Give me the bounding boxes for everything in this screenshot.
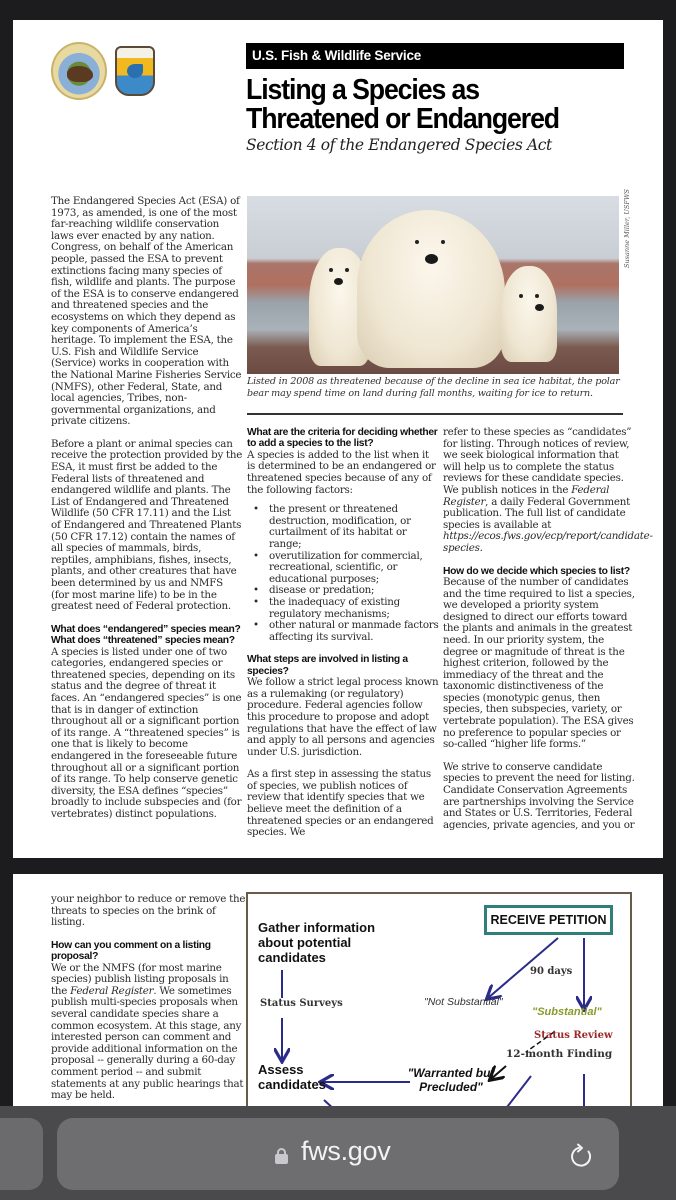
address-bar[interactable] — [57, 1118, 619, 1190]
page-title — [246, 76, 605, 134]
heading-meaning: What does “endangered” species mean? What does “threatened” species mean? — [51, 623, 241, 647]
candidate-species-url[interactable]: https://ecos.fws.gov/ecp/report/candidate-species. — [443, 530, 653, 554]
substantial-label: "Substantial" — [532, 1006, 602, 1018]
page-subtitle: Section 4 of the Endangered Species Act — [246, 136, 552, 154]
strive-paragraph: We strive to conserve candidate species to prevent the need for listing. Candidate Conservation Agreements are partnerships involving the Service and States or U.S. Territories, Federal agencies, private agencies, and you or — [443, 760, 635, 831]
previous-tab-button[interactable] — [0, 1118, 43, 1190]
twelve-month-finding-label: 12-month Finding — [506, 1048, 613, 1060]
pdf-page-2 — [13, 874, 663, 1124]
criteria-paragraph: A species is added to the list when it is determined to be an endangered or threatened species because of any of the following factors: — [247, 448, 436, 496]
factor-item: • overutilization for commercial, recreational, scientific, or educational purposes; — [253, 551, 439, 586]
title-line-2: Threatened or Endangered — [246, 103, 560, 135]
doi-seal-logo — [51, 42, 107, 100]
gather-info-label: Gather information about potential candidates — [258, 920, 376, 965]
column-left-page2 — [51, 894, 246, 1113]
browser-toolbar — [0, 1106, 676, 1200]
polar-bear-photo — [247, 196, 619, 374]
status-surveys-label: Status Surveys — [260, 998, 343, 1009]
pdf-page-1 — [13, 20, 663, 858]
not-substantial-label: "Not Substantial" — [424, 996, 503, 1008]
photo-credit: Susanne Miller, USFWS — [623, 189, 631, 268]
title-line-1: Listing a Species as — [246, 74, 479, 106]
factors-list — [253, 504, 439, 643]
meaning-paragraph: A species is listed under one of two categories, endangered species or threatened species, depending on its status and the degree of threat it faces. An “endangered species” is one that is in danger of extinction throughout all or a significant portion of its range. A “threatened species” is one that is likely to become endangered in the foreseeable future throughout all or a significant portion of its range. To help conserve genetic diversity, the ESA defines “species” broadly to include subspecies and (for vertebrates) distinct populations. — [51, 645, 242, 820]
status-review-label: Status Review — [534, 1030, 613, 1041]
listing-process-flowchart — [246, 892, 632, 1132]
first-step-paragraph: As a first step in assessing the status of species, we publish notices of review that identify species that we believe meet the definition of a threatened species or an endangered species. We — [247, 768, 434, 839]
warranted-precluded-label: "Warranted but Precluded" — [407, 1066, 495, 1094]
url-text[interactable]: fws.gov — [301, 1136, 391, 1166]
priority-paragraph: Because of the number of candidates and the time required to list a species, we developed a priority system designed to direct our efforts toward the plants and animals in the greatest need. In our priority system, the degree or magnitude of threat is the highest criterion, followed by the immediacy of the threat and the taxonomic distinctiveness of the species (monotypic genus, then species, then subspecies, variety, or vertebrate population). The ESA gives no preference to popular species or so-called “higher life forms.” — [443, 575, 635, 751]
protection-paragraph: Before a plant or animal species can receive the protection provided by the ESA, it must first be added to the Federal lists of threatened and endangered wildlife and plants. The List of Endangered and Threatened Wildlife (50 CFR 17.11) and the List of Endangered and Threatened Plants (50 CFR 17.12) contain the names of all species of mammals, birds, reptiles, amphibians, fishes, insects, plants, and other creatures that have been determined by us and NMFS (for most marine life) to be in the greatest need of Federal protection. — [51, 437, 243, 613]
federal-register-text: Federal Register — [443, 483, 610, 508]
receive-petition-box: RECEIVE PETITION — [484, 905, 613, 935]
factor-item: • disease or predation; — [253, 585, 439, 597]
column-middle — [247, 427, 439, 850]
candidates-text-cont: , a daily Federal Government publication. The full list of candidate species is available at — [443, 495, 631, 531]
heading-decide: How do we decide which species to list? — [443, 565, 630, 577]
column-left — [51, 196, 243, 832]
factor-item: • the inadequacy of existing regulatory mechanisms; — [253, 597, 439, 620]
agency-logos — [51, 42, 155, 100]
assess-candidates-label: Assess candidates — [258, 1062, 326, 1092]
federal-register-text: Federal Register — [70, 984, 154, 997]
intro-paragraph: The Endangered Species Act (ESA) of 1973, as amended, is one of the most far-reaching wildlife conservation laws ever enacted by any nation. Congress, on behalf of the American people, passed the ESA to prevent extinctions facing many species of fish, wildlife and plants. The purpose of the ESA is to conserve endangered and threatened species and the ecosystems on which they depend as key components of America’s heritage. To implement the ESA, the U.S. Fish and Wildlife Service (Service) works in cooperation with the National Marine Fisheries Service (NMFS), other Federal, State, and local agencies, Tribes, non-governmental organizations, and private citizens. — [51, 195, 242, 428]
comment-paragraph — [51, 963, 246, 1102]
bear-cub-right — [501, 266, 557, 362]
fws-shield-logo — [115, 46, 155, 96]
candidates-paragraph — [443, 426, 653, 555]
bear-mother — [357, 210, 505, 368]
candidates-text: refer to these species as “candidates” for listing. Through notices of review, we seek biological information that will help us to complete the status reviews for these candidate species. We publish notices in the — [443, 426, 632, 496]
column-right — [443, 426, 653, 842]
agency-name-bar: U.S. Fish & Wildlife Service — [246, 43, 624, 69]
comment-text-cont: . We sometimes publish multi-species proposals when several candidate species share a common ecosystem. At this stage, any interested person can comment and provide additional information on the proposal -- generally during a 60-day comment period -- and submit statements at any public hearings that may be held. — [51, 984, 244, 1102]
steps-paragraph: We follow a strict legal process known as a rulemaking (or regulatory) procedure. Federal agencies follow this procedure to propose and adopt regulations that have the effect of law and apply to all persons and agencies under U.S. jurisdiction. — [247, 676, 439, 758]
comment-text: We or the NMFS (for most marine species) publish listing proposals in the — [51, 961, 229, 997]
factor-item: • other natural or manmade factors affecting its survival. — [253, 620, 439, 643]
neighbor-paragraph: your neighbor to reduce or remove the threats to species on the brink of listing. — [51, 893, 246, 929]
caption-divider — [247, 413, 623, 415]
reload-icon[interactable] — [568, 1142, 596, 1170]
ninety-days-label: 90 days — [530, 966, 573, 977]
lock-icon — [275, 1148, 288, 1164]
photo-caption: Listed in 2008 as threatened because of the decline in sea ice habitat, the polar bear may spend time on land during fall months, waiting for ice to return. — [247, 376, 620, 399]
factor-item: • the present or threatened destruction, modification, or curtailment of its habitat or range; — [253, 504, 439, 550]
heading-criteria: What are the criteria for deciding whether to add a species to the list? — [247, 427, 438, 450]
heading-comment: How can you comment on a listing proposal? — [51, 939, 211, 963]
heading-steps: What steps are involved in listing a species? — [247, 654, 408, 677]
